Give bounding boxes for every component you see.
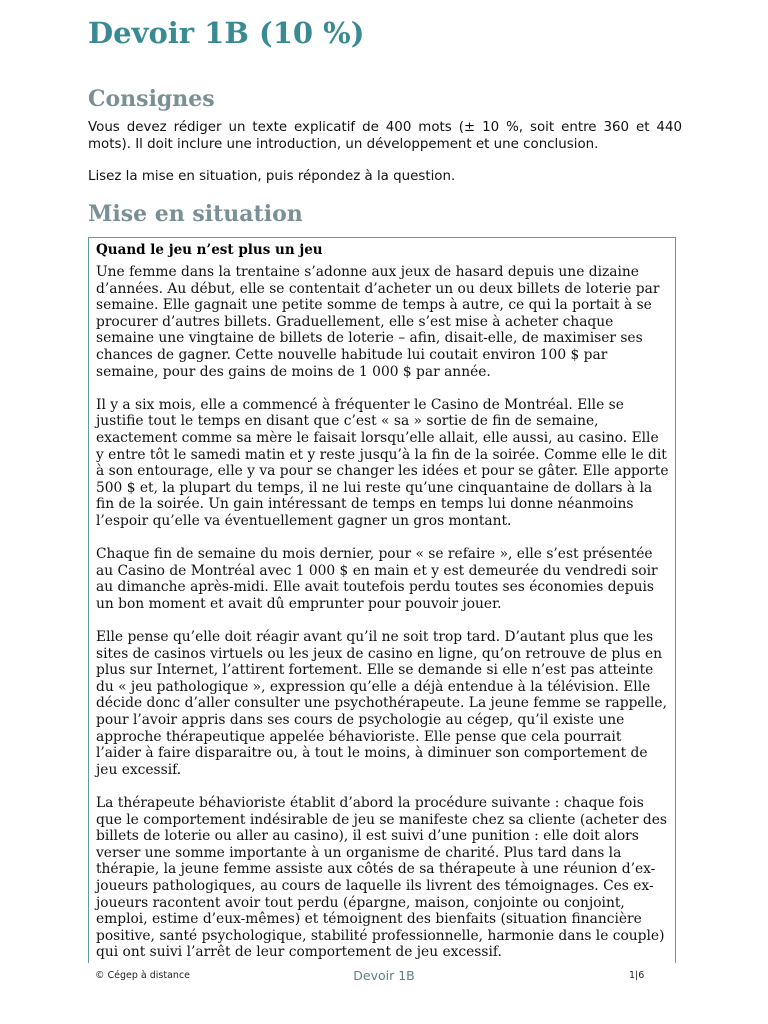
title-weight: (10 %) bbox=[258, 16, 365, 50]
situation-paragraph-1: Une femme dans la trentaine s’adonne aux jeux de hasard depuis une dizaine d’années. Au début, elle se contentait d’acheter un ou deux billets de loterie par semaine. Elle gagnait une petite somme de temps à autre, ce qui la portait à se procurer d’autres billets. Graduellement, elle s’est mise à acheter chaque semaine une vingtaine de billets de loterie – afin, disait-elle, de maximiser ses chances de gagner. Cette nouvelle habitude lui coutait environ 100 $ par semaine, pour des gains de moins de 1 000 $ par année. bbox=[96, 264, 660, 380]
situation-paragraph-2: Il y a six mois, elle a commencé à fréquenter le Casino de Montréal. Elle se justifie tout le temps en disant que c’est « sa » sortie de fin de semaine, exactement comme sa mère le faisait lorsqu’elle allait, elle aussi, au casino. Elle y entre tôt le samedi matin et y reste jusqu’à la fin de la soirée. Comme elle le dit à son entourage, elle y va pour se changer les idées et pour se gâter. Elle apporte 500 $ et, la plupart du temps, il ne lui reste qu’une cinquantaine de dollars à la fin de la soirée. Un gain intéressant de temps en temps lui donne néanmoins l’espoir qu’elle va éventuellement gagner un gros montant. bbox=[96, 396, 669, 529]
situation-paragraph-4: Elle pense qu’elle doit réagir avant qu’il ne soit trop tard. D’autant plus que les sites de casinos virtuels ou les jeux de casino en ligne, qu’on retrouve de plus en plus sur Internet, l’attirent fortement. Elle se demande si elle n’est pas atteinte du « jeu pathologique », expression qu’elle a déjà entendue à la télévision. Elle décide donc d’aller consulter une psychothérapeute. La jeune femme se rappelle, pour l’avoir appris dans ses cours de psychologie au cégep, qu’il existe une approche thérapeutique appelée béhavioriste. Elle pense que cela pourrait l’aider à faire disparaitre ou, à tout le moins, à diminuer son comportement de jeu excessif. bbox=[96, 629, 667, 778]
title-text: Devoir 1B bbox=[88, 16, 249, 50]
consignes-section bbox=[88, 120, 682, 202]
footer-document-title: Devoir 1B bbox=[353, 968, 415, 983]
page-footer bbox=[0, 968, 768, 988]
consignes-paragraph-2: Lisez la mise en situation, puis répondez à la question. bbox=[88, 169, 456, 184]
heading-consignes: Consignes bbox=[88, 86, 215, 112]
mise-en-situation-box bbox=[88, 237, 676, 963]
situation-paragraph-5: La thérapeute béhavioriste établit d’abord la procédure suivante : chaque fois que le comportement indésirable de jeu se manifeste chez sa cliente (acheter des billets de loterie ou aller au casino), il est suivi d’une punition : elle doit alors verser une somme importante à un organisme de charité. Plus tard dans la thérapie, la jeune femme assiste aux côtés de sa thérapeute à une réunion d’ex-joueurs pathologiques, au cours de laquelle ils livrent des témoignages. Ces ex-joueurs racontent avoir tout perdu (épargne, maison, conjointe ou conjoint, emploi, estime d’eux-mêmes) et témoignent des bienfaits (situation financière positive, santé psychologique, stabilité professionnelle, harmonie dans le couple) qui ont suivi l’arrêt de leur comportement de jeu excessif. bbox=[96, 795, 668, 961]
footer-copyright: © Cégep à distance bbox=[95, 970, 191, 981]
box-title: Quand le jeu n’est plus un jeu bbox=[96, 242, 323, 258]
situation-paragraph-3: Chaque fin de semaine du mois dernier, pour « se refaire », elle s’est présentée au Casino de Montréal avec 1 000 $ en main et y est demeurée du vendredi soir au dimanche après-midi. Elle avait toutefois perdu toutes ses économies depuis un bon moment et avait dû emprunter pour pouvoir jouer. bbox=[96, 546, 658, 612]
heading-mise-en-situation: Mise en situation bbox=[88, 201, 303, 227]
consignes-paragraph-1: Vous devez rédiger un texte explicatif de 400 mots (± 10 %, soit entre 360 et 440 mots). Il doit inclure une introduction, un développement et une conclusion. bbox=[88, 120, 682, 152]
page-title bbox=[88, 16, 364, 50]
footer-page-number: 1|6 bbox=[629, 970, 645, 981]
